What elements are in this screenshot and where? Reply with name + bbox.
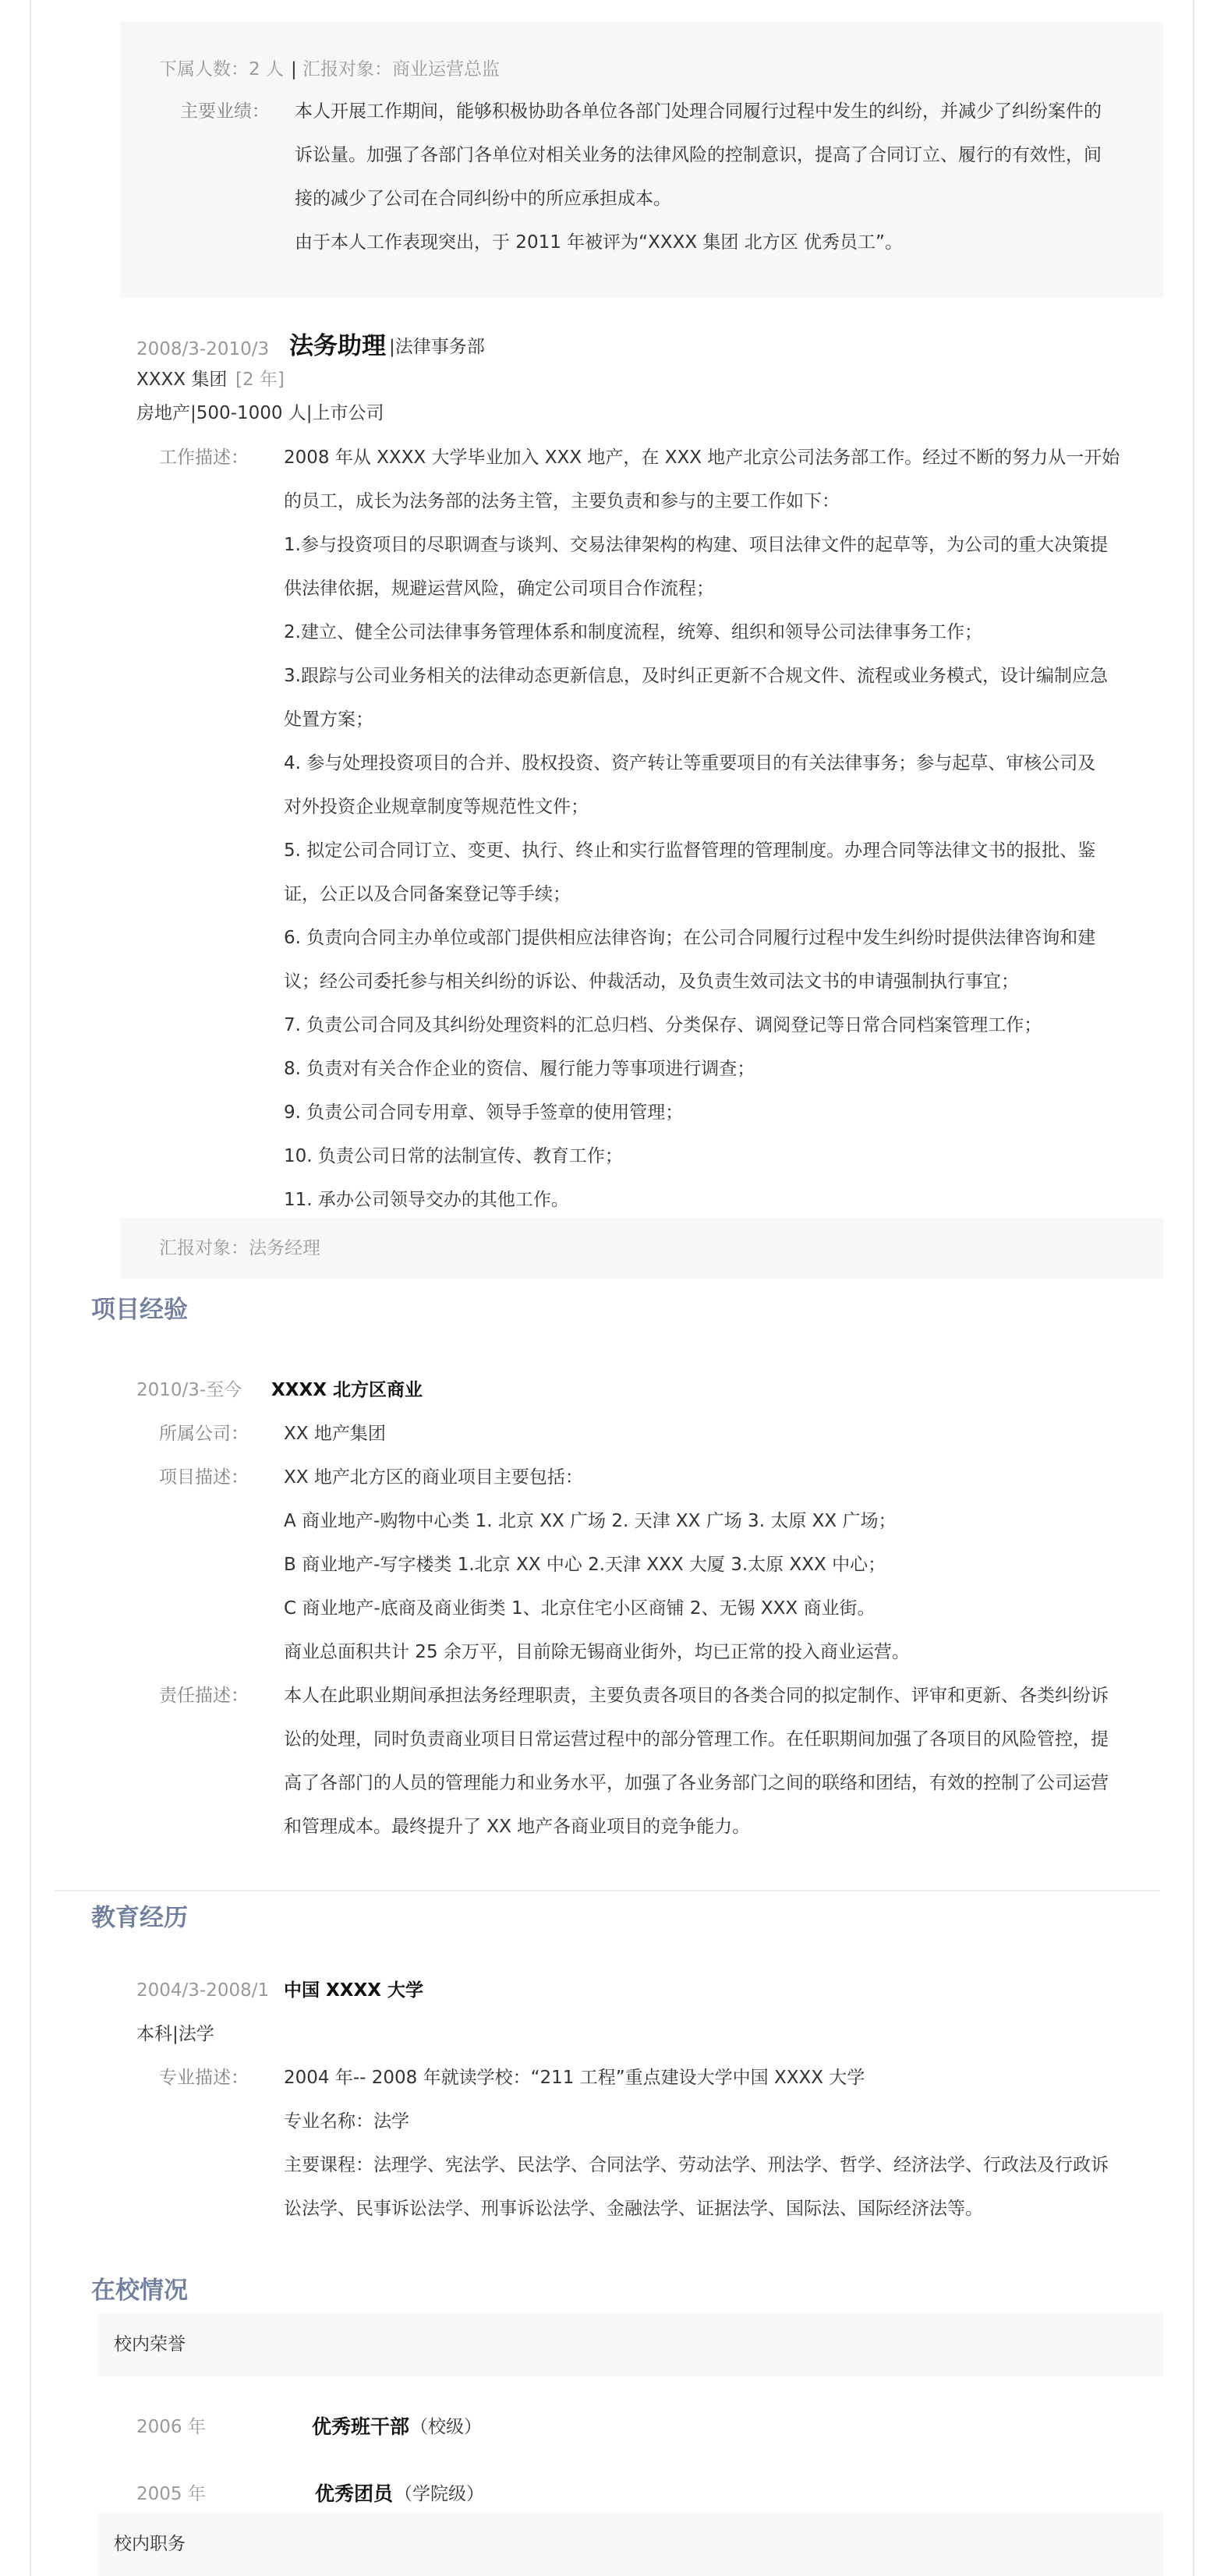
job1-perf-line: 诉讼量。加强了各部门各单位对相关业务的法律风险的控制意识，提高了合同订立、履行的有效性，间 [295, 145, 1102, 165]
education-major-line: 讼法学、民事诉讼法学、刑事诉讼法学、金融法学、证据法学、国际法、国际经济法等。 [284, 2199, 983, 2219]
job2-desc-label: 工作描述： [159, 448, 249, 468]
honor-year: 2006 年 [136, 2417, 206, 2437]
education-school: 中国 XXXX 大学 [284, 1980, 423, 2001]
job2-desc-line: 议；经公司委托参与相关纠纷的诉讼、仲裁活动，及负责生效司法文书的申请强制执行事宜； [284, 971, 1019, 992]
section-divider [55, 1890, 1160, 1891]
job2-desc-line: 9. 负责公司合同专用章、领导手签章的使用管理； [284, 1102, 684, 1123]
project-resp-line: 讼的处理，同时负责商业项目日常运营过程中的部分管理工作。在任职期间加强了各项目的风险管控，提 [284, 1729, 1109, 1750]
project-desc-line: 商业总面积共计 25 余万平，目前除无锡商业街外，均已正常的投入商业运营。 [284, 1642, 910, 1662]
job1-report-to: 汇报对象：商业运营总监 [302, 59, 500, 80]
education-major-label: 专业描述： [159, 2068, 249, 2088]
project-desc-line: C 商业地产-底商及商业街类 1、北京住宅小区商铺 2、无锡 XXX 商业街。 [284, 1598, 876, 1619]
job2-desc-line: 处置方案； [284, 709, 373, 730]
job2-desc-line: 4. 参与处理投资项目的合并、股权投资、资产转让等重要项目的有关法律事务；参与起草、审核公司及 [284, 753, 1096, 773]
education-date: 2004/3-2008/1 [136, 1980, 270, 2001]
project-company-label: 所属公司： [159, 1424, 249, 1444]
job2-desc-line: 10. 负责公司日常的法制宣传、教育工作； [284, 1146, 623, 1166]
project-resp-label: 责任描述： [159, 1686, 249, 1706]
honor-name: 优秀班干部 [312, 2415, 410, 2438]
project-name: XXXX 北方区商业 [271, 1380, 423, 1400]
job2-desc-line: 8. 负责对有关合作企业的资信、履行能力等事项进行调查； [284, 1059, 755, 1079]
honors-header-bar [98, 2312, 1163, 2376]
job2-report-to: 汇报对象：法务经理 [159, 1238, 320, 1258]
positions-header-bar [98, 2512, 1163, 2576]
project-resp-line: 高了各部门的人员的管理能力和业务水平，加强了各业务部门之间的联络和团结，有效的控制了公司运营 [284, 1773, 1109, 1793]
project-section-heading: 项目经验 [91, 1296, 188, 1324]
education-section-heading: 教育经历 [91, 1904, 188, 1932]
job2-desc-line: 6. 负责向合同主办单位或部门提供相应法律咨询；在公司合同履行过程中发生纠纷时提供法律咨询和建 [284, 928, 1096, 948]
job2-desc-line: 对外投资企业规章制度等规范性文件； [284, 797, 589, 817]
campus-section-heading: 在校情况 [91, 2277, 188, 2305]
job1-perf-line: 本人开展工作期间，能够积极协助各单位各部门处理合同履行过程中发生的纠纷，并减少了纠纷案件的 [295, 101, 1102, 122]
honors-header: 校内荣誉 [114, 2334, 186, 2355]
job2-company: XXXX 集团 [136, 370, 228, 390]
job2-desc-line: 的员工，成长为法务部的法务主管，主要负责和参与的主要工作如下： [284, 491, 840, 511]
job2-desc-line: 1.参与投资项目的尽职调查与谈判、交易法律架构的构建、项目法律文件的起草等，为公司的重大决策提 [284, 535, 1108, 555]
job2-desc-line: 11. 承办公司领导交办的其他工作。 [284, 1190, 569, 1210]
project-desc-label: 项目描述： [159, 1467, 249, 1488]
education-major-line: 主要课程：法理学、宪法学、民法学、合同法学、劳动法学、刑法学、哲学、经济法学、行政法及行政诉 [284, 2155, 1109, 2175]
honor-year: 2005 年 [136, 2484, 206, 2504]
resume-page [30, 0, 1194, 2576]
education-major-line: 2004 年-- 2008 年就读学校：“211 工程”重点建设大学中国 XXXX 大学 [284, 2068, 865, 2088]
job1-perf-line: 由于本人工作表现突出，于 2011 年被评为“XXXX 集团 北方区 优秀员工”。 [295, 232, 903, 253]
job2-desc-line: 证，公正以及合同备案登记等手续； [284, 884, 571, 904]
education-major-line: 专业名称：法学 [284, 2111, 409, 2132]
job1-perf-line: 接的减少了公司在合同纠纷中的所应承担成本。 [295, 189, 671, 209]
job2-desc-line: 3.跟踪与公司业务相关的法律动态更新信息，及时纠正更新不合规文件、流程或业务模式，设计编制应急 [284, 666, 1108, 686]
honor-level: （校级） [410, 2417, 482, 2437]
honor-name: 优秀团员 [315, 2482, 394, 2505]
positions-header: 校内职务 [114, 2534, 186, 2554]
project-date: 2010/3-至今 [136, 1380, 242, 1400]
job2-desc-line: 供法律依据，规避运营风险，确定公司项目合作流程； [284, 579, 714, 599]
job1-subordinates: 下属人数：2 人 [159, 59, 284, 80]
job2-duration: [2 年] [235, 370, 285, 390]
project-desc-line: B 商业地产-写字楼类 1.北京 XX 中心 2.天津 XXX 大厦 3.太原 XXX 中心； [284, 1555, 886, 1575]
project-desc-line: A 商业地产-购物中心类 1. 北京 XX 广场 2. 天津 XX 广场 3. 太原 XX 广场； [284, 1511, 897, 1531]
job2-industry: 房地产|500-1000 人|上市公司 [136, 403, 384, 423]
project-company: XX 地产集团 [284, 1424, 386, 1444]
job2-title: 法务助理 [289, 332, 386, 360]
job2-desc-line: 2.建立、健全公司法律事务管理体系和制度流程，统筹、组织和领导公司法律事务工作； [284, 622, 982, 642]
education-degree: 本科|法学 [136, 2024, 214, 2044]
job2-date: 2008/3-2010/3 [136, 339, 270, 359]
job2-desc-line: 5. 拟定公司合同订立、变更、执行、终止和实行监督管理的管理制度。办理合同等法律文书的报批、鉴 [284, 840, 1096, 861]
honor-level: （学院级） [394, 2484, 484, 2504]
job2-desc-line: 2008 年从 XXXX 大学毕业加入 XXX 地产，在 XXX 地产北京公司法务部工作。经过不断的努力从一开始 [284, 448, 1120, 468]
job1-perf-label: 主要业绩： [180, 101, 270, 122]
project-resp-line: 和管理成本。最终提升了 XX 地产各商业项目的竞争能力。 [284, 1817, 751, 1837]
job2-desc-line: 7. 负责公司合同及其纠纷处理资料的汇总归档、分类保存、调阅登记等日常合同档案管理工作； [284, 1015, 1042, 1035]
project-desc-line: XX 地产北方区的商业项目主要包括： [284, 1467, 583, 1488]
job1-meta-separator: | [291, 59, 297, 80]
job2-dept: |法律事务部 [389, 337, 485, 357]
project-resp-line: 本人在此职业期间承担法务经理职责，主要负责各项目的各类合同的拟定制作、评审和更新、各类纠纷诉 [284, 1686, 1109, 1706]
